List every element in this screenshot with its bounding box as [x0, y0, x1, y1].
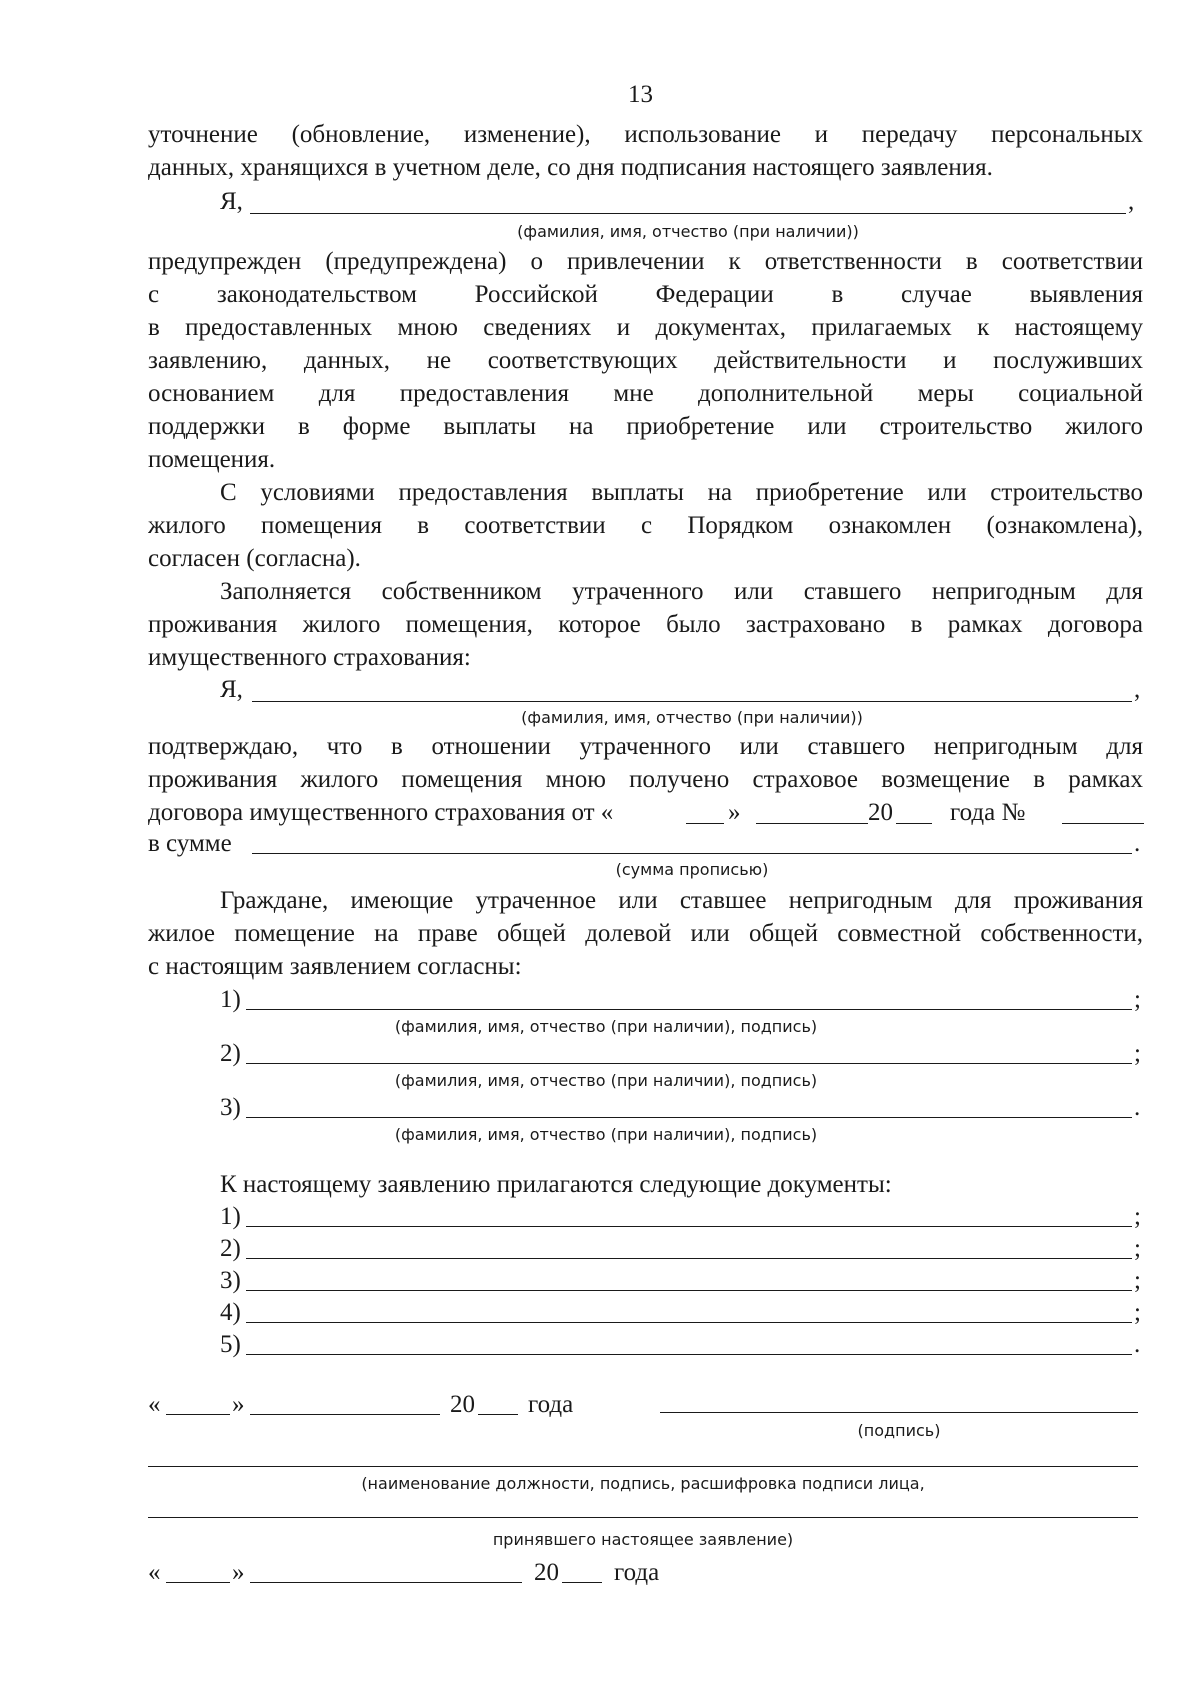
attachment-2-field[interactable]: [246, 1258, 1132, 1259]
attachment-4-end: ;: [1134, 1299, 1141, 1326]
sum-caption: (сумма прописью): [615, 860, 769, 879]
signature-year-prefix: 20: [450, 1391, 475, 1418]
contract-close-quote: »: [728, 799, 741, 826]
intro-line-1: уточнение (обновление, изменение), использование и передачу персональных: [148, 121, 1143, 148]
applicant-signature-field[interactable]: [660, 1412, 1138, 1413]
page-number: 13: [628, 81, 653, 108]
signature-year-word: года: [528, 1391, 574, 1418]
attachments-heading: К настоящему заявлению прилагаются следующие документы:: [220, 1171, 892, 1198]
co-owner-1-caption: (фамилия, имя, отчество (при наличии), подпись): [394, 1017, 818, 1036]
declaration1-last-line: помещения.: [148, 446, 276, 473]
co-owner-3-num: 3): [220, 1094, 241, 1121]
co-owners-line-3: с настоящим заявлением согласны:: [148, 953, 522, 980]
conditions-line-2: жилого помещения в соответствии с Порядком ознакомлен (ознакомлена),: [148, 512, 1143, 539]
official-year-word: года: [614, 1559, 660, 1586]
attachment-5-end: .: [1134, 1331, 1141, 1358]
intro-line-2: данных, хранящихся в учетном деле, со дня подписания настоящего заявления.: [148, 154, 993, 181]
contract-number-field[interactable]: [1062, 823, 1144, 824]
declaration1-line-2: с законодательством Российской Федерации в случае выявления: [148, 281, 1143, 308]
co-owners-line-1: Граждане, имеющие утраченное или ставшее непригодным для проживания: [220, 887, 1143, 914]
signature-close-quote: »: [232, 1391, 245, 1418]
insured-caption: (фамилия, имя, отчество (при наличии)): [521, 708, 863, 727]
co-owner-2-end: ;: [1134, 1040, 1141, 1067]
attachment-3-field[interactable]: [246, 1290, 1132, 1291]
contract-day-field[interactable]: [686, 823, 724, 824]
declaration1-line-1: предупрежден (предупреждена) о привлечении к ответственности в соответствии: [148, 248, 1143, 275]
contract-year-word: года №: [950, 799, 1026, 826]
contract-month-field[interactable]: [756, 823, 868, 824]
co-owner-3-end: .: [1134, 1094, 1141, 1121]
sum-end: .: [1134, 830, 1141, 857]
conditions-line-1: С условиями предоставления выплаты на приобретение или строительство: [220, 479, 1143, 506]
co-owner-3-field[interactable]: [246, 1117, 1132, 1118]
insured-line-1: Заполняется собственником утраченного или ставшего непригодным для: [220, 578, 1143, 605]
sum-label: в сумме: [148, 830, 232, 857]
attachment-3-end: ;: [1134, 1267, 1141, 1294]
official-caption-2: принявшего настоящее заявление): [492, 1530, 794, 1549]
attachment-5-field[interactable]: [246, 1354, 1132, 1355]
insured-confirm-line-2: проживания жилого помещения мною получено страховое возмещение в рамках: [148, 766, 1143, 793]
insured-suffix: ,: [1134, 676, 1141, 703]
attachment-3-num: 3): [220, 1267, 241, 1294]
applicant-signature-caption: (подпись): [857, 1421, 941, 1440]
attachment-1-num: 1): [220, 1203, 241, 1230]
insured-prefix: Я,: [220, 676, 243, 703]
contract-year-prefix: 20: [868, 799, 893, 826]
declaration1-name-line[interactable]: [250, 213, 1126, 214]
attachment-1-field[interactable]: [246, 1226, 1132, 1227]
co-owner-2-caption: (фамилия, имя, отчество (при наличии), подпись): [394, 1071, 818, 1090]
signature-open-quote: «: [148, 1391, 161, 1418]
declaration1-line-6: поддержки в форме выплаты на приобретение или строительство жилого: [148, 413, 1143, 440]
contract-year-field[interactable]: [896, 823, 932, 824]
attachment-5-num: 5): [220, 1331, 241, 1358]
attachment-4-num: 4): [220, 1299, 241, 1326]
co-owner-2-num: 2): [220, 1040, 241, 1067]
official-close-quote: »: [232, 1559, 245, 1586]
co-owner-1-end: ;: [1134, 986, 1141, 1013]
official-line-2[interactable]: [148, 1517, 1138, 1518]
declaration1-prefix: Я,: [220, 188, 243, 215]
official-year-prefix: 20: [534, 1559, 559, 1586]
declaration1-line-4: заявлению, данных, не соответствующих действительности и послуживших: [148, 347, 1143, 374]
declaration1-line-3: в предоставленных мною сведениях и документах, прилагаемых к настоящему: [148, 314, 1143, 341]
contract-text: договора имущественного страхования от «: [148, 799, 614, 826]
official-caption-1: (наименование должности, подпись, расшифровка подписи лица,: [361, 1474, 925, 1493]
official-open-quote: «: [148, 1559, 161, 1586]
co-owner-2-field[interactable]: [246, 1063, 1132, 1064]
conditions-line-3: согласен (согласна).: [148, 545, 361, 572]
sum-field[interactable]: [252, 853, 1132, 854]
official-month-field[interactable]: [250, 1582, 522, 1583]
official-year-field[interactable]: [562, 1582, 602, 1583]
insured-confirm-line-1: подтверждаю, что в отношении утраченного или ставшего непригодным для: [148, 733, 1143, 760]
attachment-2-end: ;: [1134, 1235, 1141, 1262]
declaration1-suffix: ,: [1128, 188, 1135, 215]
co-owner-1-field[interactable]: [246, 1009, 1132, 1010]
attachment-2-num: 2): [220, 1235, 241, 1262]
signature-year-field[interactable]: [478, 1414, 518, 1415]
declaration1-caption: (фамилия, имя, отчество (при наличии)): [517, 222, 859, 241]
attachment-1-end: ;: [1134, 1203, 1141, 1230]
insured-line-3: имущественного страхования:: [148, 644, 471, 671]
co-owner-3-caption: (фамилия, имя, отчество (при наличии), подпись): [394, 1125, 818, 1144]
insured-line-2: проживания жилого помещения, которое было застраховано в рамках договора: [148, 611, 1143, 638]
insured-name-line[interactable]: [252, 701, 1132, 702]
co-owner-1-num: 1): [220, 986, 241, 1013]
attachment-4-field[interactable]: [246, 1322, 1132, 1323]
signature-day-field[interactable]: [166, 1414, 230, 1415]
declaration1-line-5: основанием для предоставления мне дополнительной меры социальной: [148, 380, 1143, 407]
official-line-1[interactable]: [148, 1466, 1138, 1467]
official-day-field[interactable]: [166, 1582, 230, 1583]
co-owners-line-2: жилое помещение на праве общей долевой или общей совместной собственности,: [148, 920, 1143, 947]
signature-month-field[interactable]: [250, 1414, 440, 1415]
